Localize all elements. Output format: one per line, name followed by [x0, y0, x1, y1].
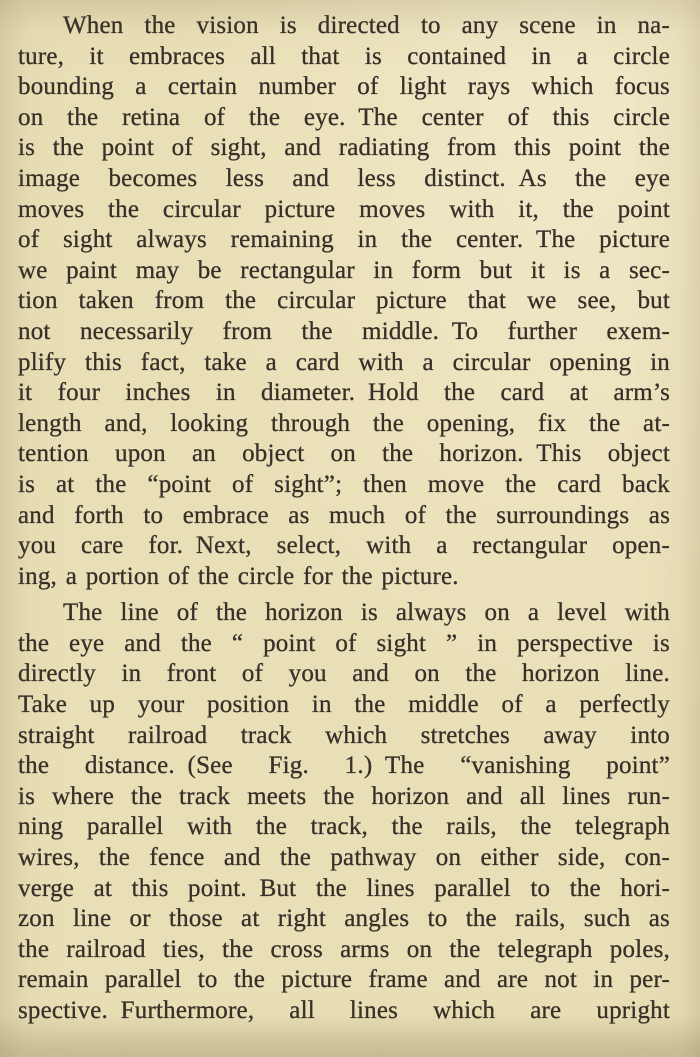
text-line: tention upon an object on the horizon. This object: [18, 440, 670, 468]
text-line: length and, looking through the opening, fix the at-: [18, 409, 670, 437]
text-line: moves the circular picture moves with it, the point: [18, 195, 670, 223]
text-line: not necessarily from the middle. To further exem-: [18, 317, 670, 345]
text-line: the railroad ties, the cross arms on the telegraph poles,: [18, 935, 670, 963]
text-line: spective. Furthermore, all lines which are upright: [18, 997, 670, 1024]
text-line: you care for. Next, select, with a rectangular open-: [18, 532, 670, 560]
text-line: directly in front of you and on the horizon line.: [18, 660, 670, 688]
text-line: ning parallel with the track, the rails, the telegraph: [18, 813, 670, 841]
text-line: zon line or those at right angles to the rails, such as: [18, 905, 670, 933]
text-line: plify this fact, take a card with a circular opening in: [18, 348, 670, 376]
page-text: [18, 11, 670, 1027]
text-line: the eye and the “ point of sight ” in perspective is: [18, 629, 670, 657]
text-line: image becomes less and less distinct. As the eye: [18, 164, 670, 192]
text-line: is the point of sight, and radiating from this point the: [18, 134, 670, 162]
text-line: When the vision is directed to any scene in na-: [63, 12, 670, 39]
text-line: it four inches in diameter. Hold the card at arm’s: [18, 379, 670, 407]
text-line: verge at this point. But the lines parallel to the hori-: [18, 874, 670, 902]
text-line: bounding a certain number of light rays which focus: [18, 73, 670, 101]
text-line: of sight always remaining in the center. The picture: [18, 226, 670, 254]
text-line: we paint may be rectangular in form but it is a sec-: [18, 256, 670, 284]
text-line: The line of the horizon is always on a level with: [63, 599, 670, 627]
text-line: and forth to embrace as much of the surroundings as: [18, 501, 670, 529]
text-line: straight railroad track which stretches away into: [18, 721, 670, 749]
paragraph: [18, 598, 670, 1026]
text-line: is at the “point of sight”; then move the card back: [18, 470, 670, 498]
text-line: is where the track meets the horizon and all lines run-: [18, 782, 670, 810]
text-line: ture, it embraces all that is contained in a circle: [18, 42, 670, 70]
text-line: wires, the fence and the pathway on either side, con-: [18, 844, 670, 872]
text-line: ing, a portion of the circle for the picture.: [18, 562, 459, 590]
paragraph: [18, 11, 670, 592]
text-line: tion taken from the circular picture that we see, but: [18, 287, 670, 315]
text-line: remain parallel to the picture frame and are not in per-: [18, 966, 670, 994]
text-line: Take up your position in the middle of a perfectly: [18, 691, 670, 719]
text-line: on the retina of the eye. The center of this circle: [18, 103, 670, 131]
text-line: the distance. (See Fig. 1.) The “vanishing point”: [18, 752, 670, 780]
